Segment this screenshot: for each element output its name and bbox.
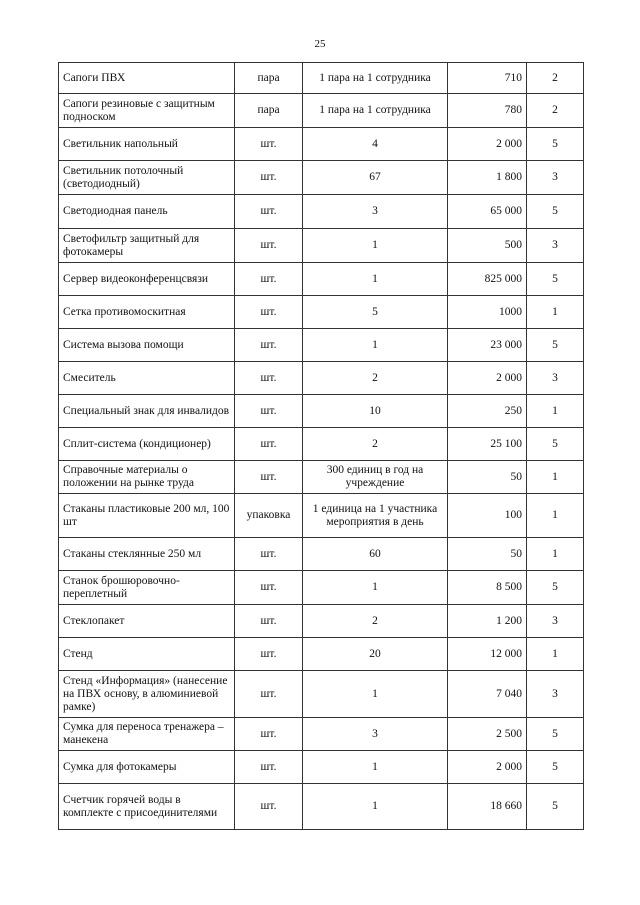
cell-unit: шт. [235, 161, 303, 195]
cell-price: 250 [448, 395, 527, 428]
cell-norm: 1 пара на 1 сотрудника [303, 94, 448, 128]
cell-name: Сапоги ПВХ [59, 63, 235, 94]
cell-term: 3 [527, 362, 584, 395]
cell-norm: 1 [303, 329, 448, 362]
cell-price: 50 [448, 461, 527, 494]
table-row [59, 428, 584, 461]
cell-unit: шт. [235, 296, 303, 329]
items-table-body [59, 63, 584, 830]
cell-name: Светофильтр защитный для фотокамеры [59, 229, 235, 263]
cell-name: Справочные материалы о положении на рынке труда [59, 461, 235, 494]
cell-price: 1 200 [448, 605, 527, 638]
table-row [59, 362, 584, 395]
cell-unit: шт. [235, 605, 303, 638]
cell-term: 5 [527, 263, 584, 296]
table-row [59, 605, 584, 638]
cell-unit: шт. [235, 784, 303, 830]
cell-norm: 2 [303, 362, 448, 395]
cell-price: 12 000 [448, 638, 527, 671]
cell-norm: 10 [303, 395, 448, 428]
cell-norm: 20 [303, 638, 448, 671]
cell-name: Стаканы стеклянные 250 мл [59, 538, 235, 571]
cell-unit: шт. [235, 718, 303, 751]
table-row [59, 395, 584, 428]
cell-price: 8 500 [448, 571, 527, 605]
cell-unit: шт. [235, 128, 303, 161]
cell-term: 1 [527, 461, 584, 494]
cell-name: Сумка для переноса тренажера – манекена [59, 718, 235, 751]
page-number: 25 [314, 38, 326, 50]
table-row [59, 638, 584, 671]
cell-term: 1 [527, 638, 584, 671]
cell-price: 2 000 [448, 751, 527, 784]
cell-unit: шт. [235, 395, 303, 428]
cell-price: 18 660 [448, 784, 527, 830]
cell-norm: 1 [303, 751, 448, 784]
table-row [59, 784, 584, 830]
cell-term: 1 [527, 395, 584, 428]
cell-norm: 1 [303, 784, 448, 830]
cell-norm: 1 [303, 671, 448, 718]
table-row [59, 494, 584, 538]
cell-unit: пара [235, 63, 303, 94]
cell-norm: 1 пара на 1 сотрудника [303, 63, 448, 94]
cell-name: Стенд «Информация» (нанесение на ПВХ основу, в алюминиевой рамке) [59, 671, 235, 718]
cell-name: Станок брошюровочно-переплетный [59, 571, 235, 605]
cell-term: 3 [527, 605, 584, 638]
cell-price: 100 [448, 494, 527, 538]
cell-price: 2 000 [448, 128, 527, 161]
cell-name: Сапоги резиновые с защитным подноском [59, 94, 235, 128]
cell-unit: шт. [235, 538, 303, 571]
cell-term: 2 [527, 63, 584, 94]
cell-term: 5 [527, 329, 584, 362]
cell-price: 710 [448, 63, 527, 94]
table-row [59, 229, 584, 263]
cell-name: Сплит-система (кондиционер) [59, 428, 235, 461]
cell-price: 2 000 [448, 362, 527, 395]
cell-price: 50 [448, 538, 527, 571]
cell-term: 5 [527, 195, 584, 229]
cell-norm: 60 [303, 538, 448, 571]
table-row [59, 128, 584, 161]
cell-term: 3 [527, 229, 584, 263]
cell-price: 780 [448, 94, 527, 128]
cell-name: Сетка противомоскитная [59, 296, 235, 329]
cell-norm: 2 [303, 605, 448, 638]
cell-norm: 5 [303, 296, 448, 329]
cell-unit: шт. [235, 263, 303, 296]
cell-unit: шт. [235, 195, 303, 229]
cell-name: Сумка для фотокамеры [59, 751, 235, 784]
cell-term: 5 [527, 128, 584, 161]
cell-price: 25 100 [448, 428, 527, 461]
table-row [59, 718, 584, 751]
cell-term: 5 [527, 718, 584, 751]
cell-norm: 1 [303, 263, 448, 296]
table-row [59, 461, 584, 494]
cell-name: Стаканы пластиковые 200 мл, 100 шт [59, 494, 235, 538]
cell-norm: 1 единица на 1 участника мероприятия в день [303, 494, 448, 538]
cell-unit: шт. [235, 229, 303, 263]
cell-norm: 3 [303, 195, 448, 229]
cell-term: 3 [527, 161, 584, 195]
cell-unit: шт. [235, 751, 303, 784]
cell-unit: пара [235, 94, 303, 128]
cell-norm: 67 [303, 161, 448, 195]
cell-term: 5 [527, 751, 584, 784]
cell-price: 7 040 [448, 671, 527, 718]
cell-name: Стенд [59, 638, 235, 671]
cell-price: 23 000 [448, 329, 527, 362]
cell-unit: шт. [235, 461, 303, 494]
table-row [59, 94, 584, 128]
table-row [59, 571, 584, 605]
table-row [59, 296, 584, 329]
cell-price: 825 000 [448, 263, 527, 296]
cell-price: 1000 [448, 296, 527, 329]
cell-price: 500 [448, 229, 527, 263]
cell-price: 65 000 [448, 195, 527, 229]
cell-norm: 3 [303, 718, 448, 751]
cell-name: Светильник напольный [59, 128, 235, 161]
cell-unit: упаковка [235, 494, 303, 538]
table-row [59, 263, 584, 296]
cell-name: Светильник потолочный (светодиодный) [59, 161, 235, 195]
table-row [59, 671, 584, 718]
cell-name: Система вызова помощи [59, 329, 235, 362]
cell-term: 5 [527, 571, 584, 605]
cell-name: Светодиодная панель [59, 195, 235, 229]
cell-price: 1 800 [448, 161, 527, 195]
cell-term: 3 [527, 671, 584, 718]
cell-norm: 2 [303, 428, 448, 461]
cell-term: 1 [527, 296, 584, 329]
cell-name: Сервер видеоконференцсвязи [59, 263, 235, 296]
cell-norm: 300 единиц в год на учреждение [303, 461, 448, 494]
cell-name: Счетчик горячей воды в комплекте с присоединителями [59, 784, 235, 830]
cell-unit: шт. [235, 671, 303, 718]
cell-unit: шт. [235, 329, 303, 362]
cell-price: 2 500 [448, 718, 527, 751]
table-row [59, 538, 584, 571]
cell-unit: шт. [235, 428, 303, 461]
cell-norm: 4 [303, 128, 448, 161]
items-table [58, 62, 584, 830]
cell-unit: шт. [235, 638, 303, 671]
cell-term: 2 [527, 94, 584, 128]
cell-term: 5 [527, 428, 584, 461]
cell-term: 1 [527, 538, 584, 571]
cell-name: Смеситель [59, 362, 235, 395]
cell-term: 5 [527, 784, 584, 830]
cell-unit: шт. [235, 362, 303, 395]
table-row [59, 161, 584, 195]
cell-norm: 1 [303, 571, 448, 605]
table-row [59, 329, 584, 362]
cell-unit: шт. [235, 571, 303, 605]
cell-name: Специальный знак для инвалидов [59, 395, 235, 428]
cell-term: 1 [527, 494, 584, 538]
table-row [59, 195, 584, 229]
table-row [59, 751, 584, 784]
table-row [59, 63, 584, 94]
cell-norm: 1 [303, 229, 448, 263]
cell-name: Стеклопакет [59, 605, 235, 638]
